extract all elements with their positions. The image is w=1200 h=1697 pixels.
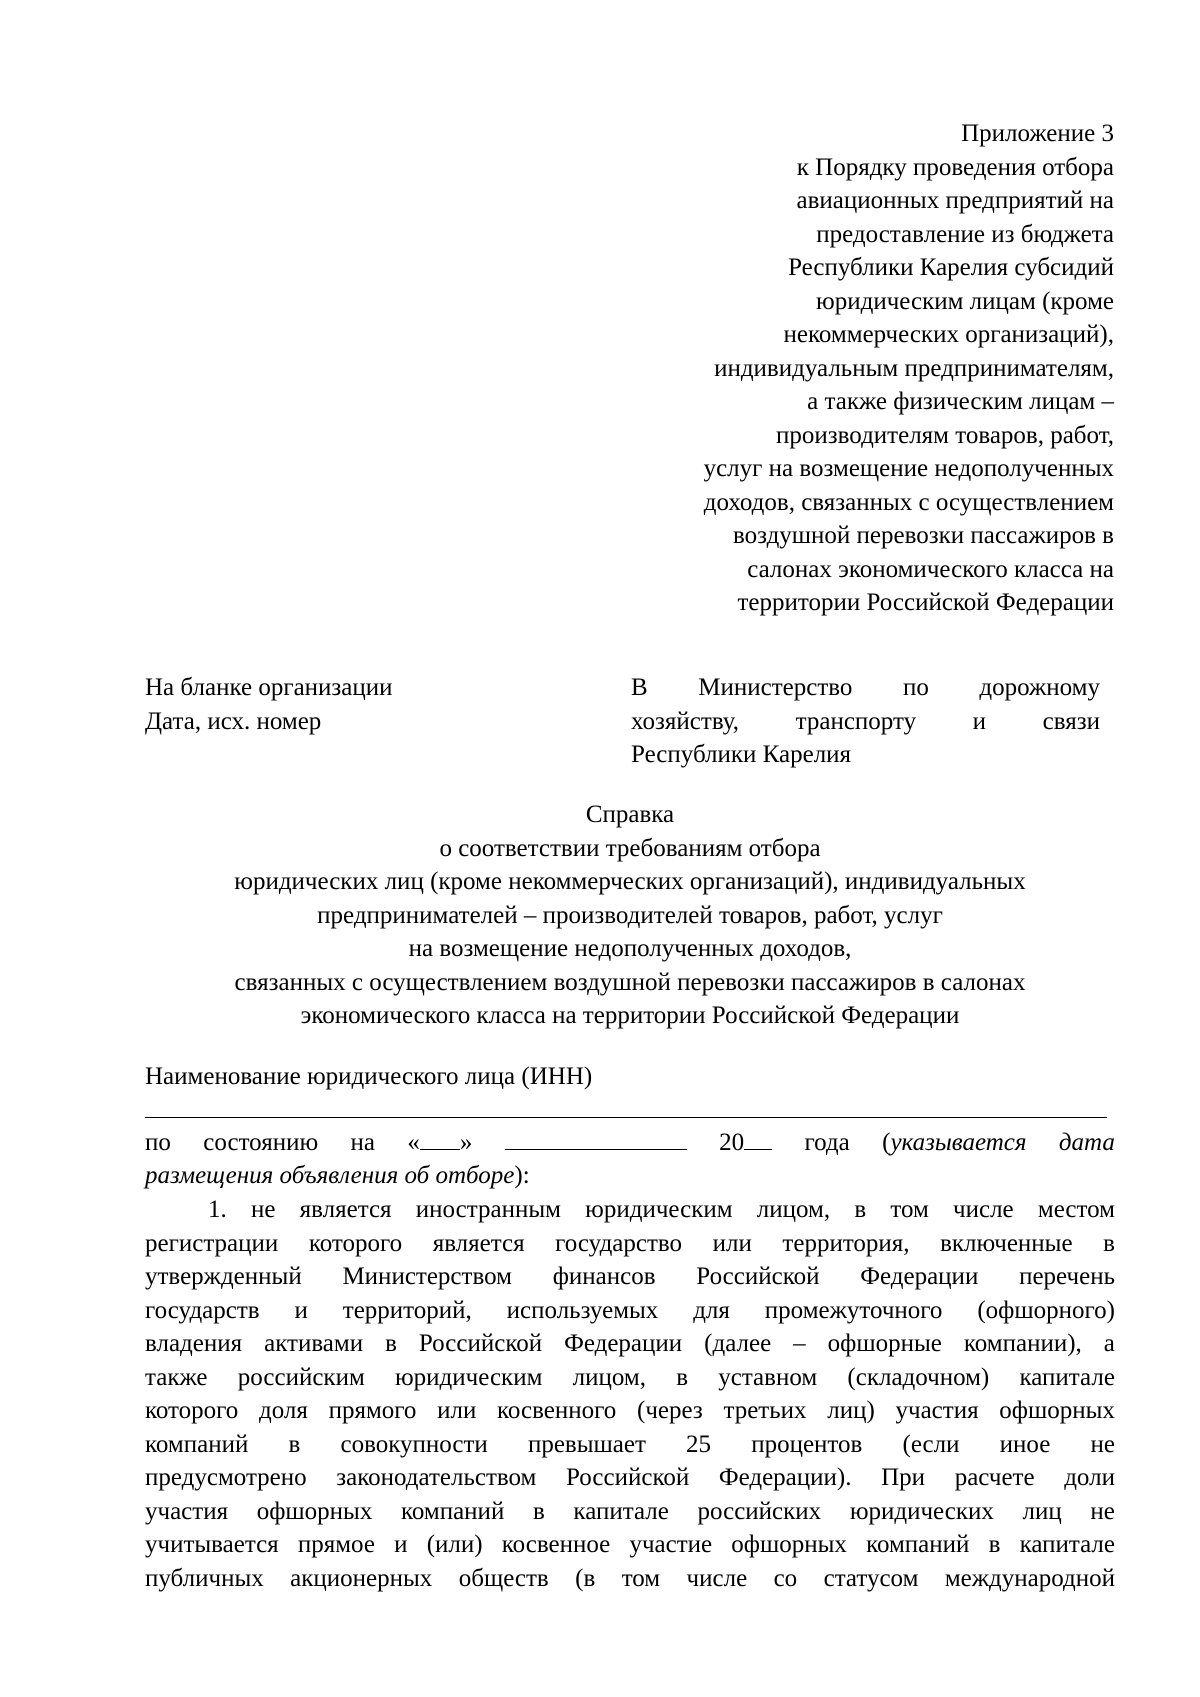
year-word: года bbox=[804, 1129, 850, 1156]
paragraph-word: числе bbox=[953, 1196, 1014, 1223]
appendix-line: производителям товаров, работ, bbox=[776, 421, 1114, 449]
addressee-line-1 bbox=[631, 671, 1100, 705]
paragraph-word: включенные bbox=[940, 1229, 1073, 1257]
paragraph-word: для bbox=[693, 1296, 730, 1324]
paragraph-line bbox=[145, 1193, 1115, 1227]
paragraph-word: обществ bbox=[458, 1564, 549, 1592]
paragraph-word: в bbox=[532, 1497, 545, 1525]
quote-open: « bbox=[407, 1129, 420, 1156]
paragraph-line bbox=[145, 1294, 1115, 1328]
paragraph-word: (офшорного) bbox=[977, 1296, 1115, 1324]
paragraph-word: (далее bbox=[704, 1330, 772, 1357]
paren-open: ( bbox=[882, 1129, 891, 1156]
note-tail: ): bbox=[514, 1162, 530, 1189]
paragraph-word: публичных bbox=[145, 1564, 264, 1592]
paragraph-word: компаний bbox=[145, 1430, 249, 1458]
addressee-word: Министерство bbox=[698, 674, 853, 701]
paragraph-word: том bbox=[621, 1564, 661, 1592]
paragraph-word: уставном bbox=[718, 1363, 818, 1391]
year-field bbox=[719, 1126, 772, 1160]
paragraph-word: косвенного bbox=[497, 1397, 617, 1424]
paragraph-word: том bbox=[890, 1196, 929, 1223]
paragraph-word: или bbox=[712, 1229, 752, 1257]
year-prefix: 20 bbox=[719, 1129, 745, 1156]
appendix-line: а также физическим лицам – bbox=[807, 388, 1114, 415]
paragraph-line bbox=[145, 1227, 1115, 1261]
appendix-line: некоммерческих организаций), bbox=[783, 321, 1114, 348]
paragraph-word: доля bbox=[258, 1397, 308, 1424]
appendix-line: индивидуальным предпринимателям, bbox=[714, 354, 1114, 382]
date-note-continuation bbox=[145, 1159, 530, 1193]
paragraph-word: Российской bbox=[418, 1330, 543, 1357]
appendix-line: салонах экономического класса на bbox=[747, 555, 1114, 583]
paragraph-word: капитале bbox=[1019, 1531, 1115, 1558]
paragraph-word: (складочном) bbox=[847, 1363, 990, 1391]
paragraph-word: превышает bbox=[527, 1430, 646, 1458]
paragraph-word: не bbox=[250, 1196, 276, 1223]
appendix-line: к Порядку проведения отбора bbox=[796, 153, 1114, 181]
paragraph-word: является bbox=[432, 1229, 525, 1257]
paragraph-word: лиц bbox=[1022, 1497, 1062, 1525]
date-word: на bbox=[350, 1129, 375, 1156]
paragraph-word: владения bbox=[145, 1330, 243, 1357]
paragraph-line bbox=[145, 1260, 1115, 1294]
date-word: состоянию bbox=[203, 1129, 319, 1156]
paragraph-word: лицом, bbox=[756, 1196, 831, 1223]
paragraph-word: государство bbox=[555, 1229, 683, 1257]
addressee-word: и bbox=[972, 707, 987, 735]
paragraph-line bbox=[145, 1495, 1115, 1529]
paragraph-line bbox=[145, 1562, 1115, 1596]
paragraph-word: юридическим bbox=[585, 1196, 733, 1223]
paragraph-word: 25 bbox=[686, 1430, 712, 1458]
paragraph-line bbox=[145, 1394, 1115, 1428]
addressee-word: транспорту bbox=[795, 707, 917, 735]
paragraph-word: юридических bbox=[849, 1497, 994, 1525]
title-line: на возмещение недополученных доходов, bbox=[408, 935, 852, 962]
paragraph-word: Российской bbox=[696, 1263, 820, 1290]
paragraph-word: (в bbox=[575, 1564, 596, 1592]
note-italic-text: размещения объявления об отборе bbox=[145, 1162, 515, 1189]
addressee-word: дорожному bbox=[979, 674, 1100, 701]
paragraph-word: в bbox=[854, 1196, 867, 1223]
paragraph-word: участия bbox=[895, 1397, 979, 1424]
paragraph-word: территория, bbox=[782, 1229, 910, 1257]
paragraph-word: третьих bbox=[723, 1397, 807, 1424]
appendix-reference bbox=[620, 117, 1114, 620]
paragraph-word: используемых bbox=[506, 1296, 659, 1324]
paragraph-word: совокупности bbox=[340, 1430, 488, 1458]
entity-name-blank[interactable] bbox=[145, 1117, 1107, 1118]
entity-name-label: Наименование юридического лица (ИНН) bbox=[145, 1063, 593, 1090]
paragraph-word: – bbox=[793, 1330, 806, 1357]
paragraph-word: офшорных bbox=[731, 1531, 847, 1558]
appendix-line: воздушной перевозки пассажиров в bbox=[733, 522, 1114, 549]
paragraph-word: капитале bbox=[1019, 1363, 1115, 1391]
paragraph-word: офшорные bbox=[827, 1330, 942, 1357]
note-italic-word: дата bbox=[1058, 1129, 1115, 1156]
paragraph-word: в bbox=[676, 1363, 688, 1391]
month-blank[interactable] bbox=[505, 1127, 687, 1150]
addressee-word: В bbox=[631, 674, 648, 701]
paragraph-word: промежуточного bbox=[764, 1296, 943, 1324]
paragraph-word: лиц) bbox=[827, 1397, 875, 1424]
paragraph-word: Федерации bbox=[860, 1263, 979, 1290]
paragraph-word: доли bbox=[1064, 1464, 1115, 1491]
appendix-line: услуг на возмещение недополученных bbox=[703, 455, 1114, 482]
paragraph-word: не bbox=[1090, 1430, 1115, 1458]
day-field bbox=[407, 1126, 472, 1160]
paragraph-word: числе bbox=[686, 1564, 748, 1592]
paragraph-word: акционерных bbox=[290, 1564, 433, 1592]
quote-close: » bbox=[459, 1129, 473, 1156]
paragraph-word: лицом, bbox=[572, 1363, 646, 1391]
paragraph-word: При bbox=[881, 1464, 926, 1491]
paragraph-word: Федерации bbox=[564, 1330, 683, 1357]
paragraph-word: 1. bbox=[208, 1196, 227, 1223]
paragraph-word: иностранным bbox=[415, 1196, 561, 1223]
paragraph-word: которого bbox=[308, 1229, 403, 1257]
sender-header bbox=[145, 671, 585, 738]
day-blank[interactable] bbox=[420, 1127, 460, 1150]
paragraph-word: местом bbox=[1037, 1196, 1115, 1223]
paragraph-word: косвенное bbox=[501, 1531, 611, 1558]
clause-1-paragraph bbox=[145, 1193, 1115, 1595]
year-blank[interactable] bbox=[744, 1127, 772, 1150]
addressee-line-3: Республики Карелия bbox=[631, 741, 852, 768]
paragraph-line bbox=[145, 1428, 1115, 1462]
paragraph-word: расчете bbox=[954, 1464, 1035, 1491]
paragraph-line bbox=[145, 1327, 1115, 1361]
addressee-word: связи bbox=[1042, 707, 1100, 735]
paragraph-word: компании), bbox=[963, 1330, 1082, 1357]
paragraph-line bbox=[145, 1361, 1115, 1395]
appendix-line: авиационных предприятий на bbox=[796, 187, 1114, 214]
paragraph-word: капитале bbox=[573, 1497, 669, 1525]
paragraph-word: российским bbox=[237, 1363, 365, 1391]
paragraph-word: процентов bbox=[751, 1430, 863, 1458]
paragraph-word: компаний bbox=[866, 1531, 970, 1558]
paragraph-word: компаний bbox=[400, 1497, 505, 1525]
appendix-line: предоставление из бюджета bbox=[816, 220, 1114, 248]
paragraph-word: Федерации). bbox=[718, 1464, 852, 1491]
document-title bbox=[145, 798, 1115, 1033]
paragraph-word: регистрации bbox=[145, 1229, 279, 1257]
addressee-line-2 bbox=[631, 705, 1100, 739]
title-line: о соответствии требованиям отбора bbox=[439, 834, 821, 862]
paragraph-word: активами bbox=[264, 1330, 364, 1357]
paragraph-line bbox=[145, 1461, 1115, 1495]
paragraph-word: международной bbox=[944, 1564, 1115, 1592]
note-italic-word: указывается bbox=[890, 1129, 1027, 1156]
paragraph-word: прямое bbox=[297, 1531, 375, 1558]
paragraph-word: законодательством bbox=[336, 1464, 537, 1491]
paragraph-word: утвержденный bbox=[145, 1263, 302, 1290]
date-number-label: Дата, исх. номер bbox=[145, 707, 322, 735]
paragraph-word: со bbox=[773, 1564, 798, 1592]
paragraph-word: которого bbox=[145, 1397, 239, 1424]
paragraph-word: а bbox=[1103, 1330, 1115, 1357]
paragraph-word: в bbox=[1103, 1229, 1115, 1257]
letterhead-label: На бланке организации bbox=[145, 674, 393, 701]
paragraph-word: территорий, bbox=[342, 1296, 472, 1324]
paragraph-word: участие bbox=[629, 1531, 713, 1558]
paragraph-word: Министерством bbox=[342, 1263, 512, 1290]
date-line bbox=[145, 1126, 1115, 1160]
paragraph-word: (через bbox=[637, 1397, 703, 1424]
paragraph-word: в bbox=[988, 1531, 1001, 1558]
title-line: предпринимателей – производителей товаров, работ, услуг bbox=[317, 901, 943, 929]
paragraph-word: иное bbox=[999, 1430, 1051, 1458]
note-start bbox=[882, 1126, 1026, 1160]
paragraph-word: и bbox=[394, 1531, 408, 1558]
paragraph-word: офшорных bbox=[256, 1497, 373, 1525]
date-word: по bbox=[145, 1129, 171, 1156]
paragraph-word: и bbox=[294, 1296, 308, 1324]
appendix-line: доходов, связанных с осуществлением bbox=[703, 488, 1114, 516]
addressee-word: по bbox=[902, 674, 929, 701]
paragraph-word: в bbox=[288, 1430, 301, 1458]
paragraph-word: является bbox=[299, 1196, 392, 1223]
paragraph-word: прямого bbox=[328, 1397, 417, 1424]
paragraph-word: Российской bbox=[566, 1464, 690, 1491]
title-line: экономического класса на территории Российской Федерации bbox=[300, 1002, 960, 1029]
paragraph-word: статусом bbox=[823, 1564, 919, 1592]
paragraph-word: также bbox=[145, 1363, 208, 1391]
addressee-block bbox=[631, 671, 1100, 772]
paragraph-word: участия bbox=[145, 1497, 229, 1525]
appendix-line: Приложение 3 bbox=[961, 120, 1114, 147]
paragraph-word: юридическим bbox=[395, 1363, 543, 1391]
paragraph-word: финансов bbox=[552, 1263, 656, 1290]
paragraph-word: или bbox=[437, 1397, 477, 1424]
title-line: связанных с осуществлением воздушной перевозки пассажиров в салонах bbox=[234, 968, 1026, 996]
paragraph-word: (если bbox=[902, 1430, 960, 1458]
title-line: Справка bbox=[585, 801, 675, 828]
title-line: юридических лиц (кроме некоммерческих организаций), индивидуальных bbox=[234, 868, 1026, 895]
paragraph-word: в bbox=[385, 1330, 397, 1357]
paragraph-word: перечень bbox=[1019, 1263, 1115, 1290]
appendix-line: юридическим лицам (кроме bbox=[816, 287, 1114, 315]
paragraph-word: государств bbox=[145, 1296, 260, 1324]
appendix-line: территории Российской Федерации bbox=[737, 589, 1114, 616]
paragraph-word: не bbox=[1090, 1497, 1115, 1525]
paragraph-word: предусмотрено bbox=[145, 1464, 307, 1491]
addressee-word: хозяйству, bbox=[631, 707, 740, 735]
paragraph-word: офшорных bbox=[999, 1397, 1115, 1424]
paragraph-line bbox=[145, 1528, 1115, 1562]
paragraph-word: российских bbox=[697, 1497, 822, 1525]
appendix-line: Республики Карелия субсидий bbox=[788, 254, 1114, 281]
paragraph-word: (или) bbox=[426, 1531, 483, 1558]
paragraph-word: учитывается bbox=[145, 1531, 279, 1558]
